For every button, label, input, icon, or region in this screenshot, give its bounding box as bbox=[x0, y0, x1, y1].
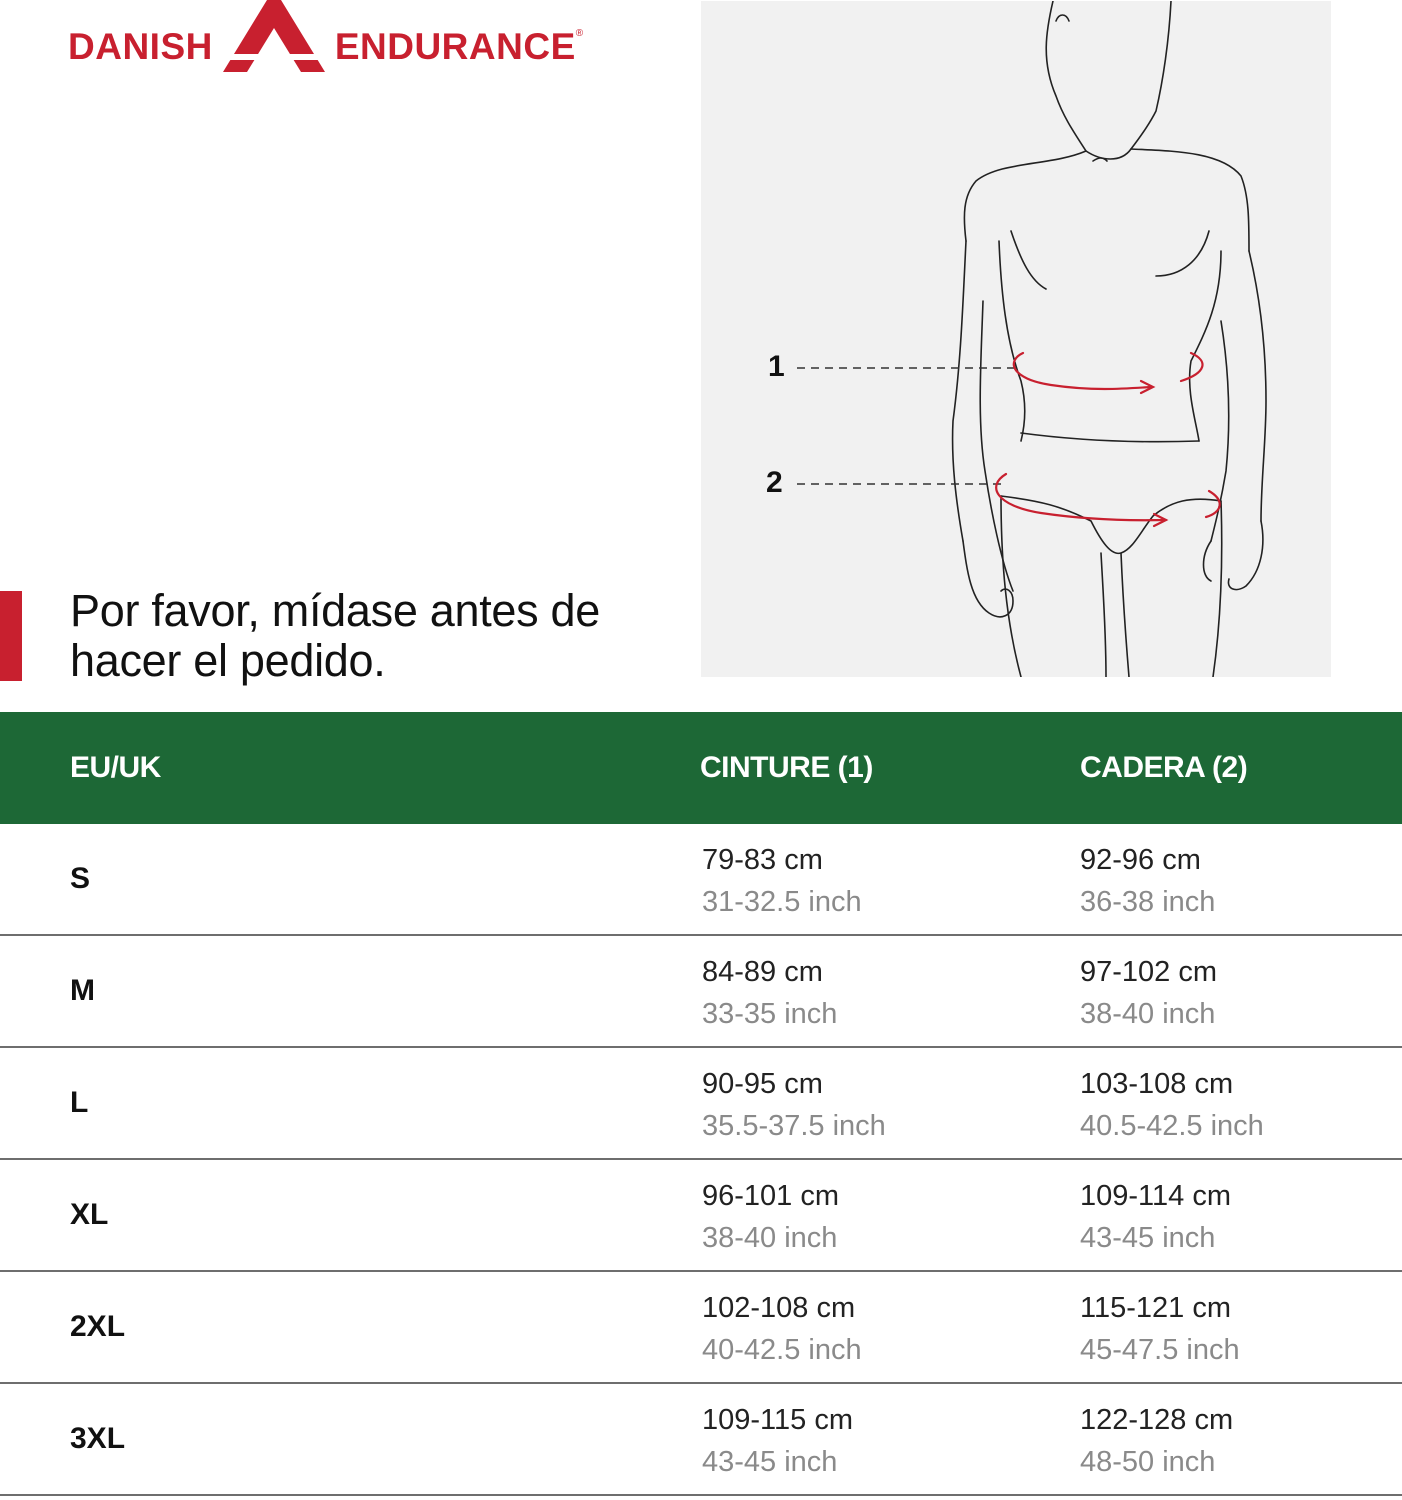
waist-inch: 43-45 inch bbox=[702, 1446, 838, 1478]
hip-cell bbox=[1080, 952, 1217, 1036]
accent-bar bbox=[0, 591, 22, 681]
waist-inch: 35.5-37.5 inch bbox=[702, 1110, 886, 1142]
hip-cell bbox=[1080, 1288, 1240, 1372]
table-row bbox=[0, 1048, 1402, 1160]
waist-cell bbox=[702, 1176, 839, 1260]
waist-cell bbox=[702, 1064, 886, 1148]
size-label: 2XL bbox=[70, 1310, 126, 1343]
table-row bbox=[0, 1160, 1402, 1272]
brand-word-right: ENDURANCE bbox=[334, 26, 576, 67]
hip-inch: 48-50 inch bbox=[1080, 1446, 1216, 1478]
size-label: XL bbox=[70, 1198, 109, 1231]
waist-cell bbox=[702, 1400, 853, 1484]
waist-cm: 79-83 cm bbox=[702, 844, 823, 876]
waist-cm: 109-115 cm bbox=[702, 1404, 853, 1436]
hip-cell bbox=[1080, 1064, 1264, 1148]
waist-inch: 33-35 inch bbox=[702, 998, 838, 1030]
hip-cm: 122-128 cm bbox=[1080, 1404, 1234, 1436]
brand-logo bbox=[68, 0, 583, 76]
hip-cm: 109-114 cm bbox=[1080, 1180, 1231, 1212]
waist-cm: 102-108 cm bbox=[702, 1292, 856, 1324]
hip-cell bbox=[1080, 1176, 1231, 1260]
hip-cell bbox=[1080, 1400, 1233, 1484]
brand-word-left: DANISH bbox=[68, 26, 213, 67]
waist-cm: 90-95 cm bbox=[702, 1068, 823, 1100]
table-row bbox=[0, 824, 1402, 936]
hip-inch: 36-38 inch bbox=[1080, 886, 1216, 918]
waist-cell bbox=[702, 952, 837, 1036]
hip-inch: 40.5-42.5 inch bbox=[1080, 1110, 1264, 1142]
page-title: Por favor, mídase antes de hacer el pedido. bbox=[70, 585, 601, 686]
body-outline-figure bbox=[701, 1, 1331, 677]
hip-inch: 45-47.5 inch bbox=[1080, 1334, 1240, 1366]
brand-mountain-icon bbox=[219, 0, 329, 74]
body-measurement-illustration bbox=[701, 1, 1331, 677]
hip-cm: 97-102 cm bbox=[1080, 956, 1218, 988]
waist-cell bbox=[702, 840, 862, 924]
waist-inch: 38-40 inch bbox=[702, 1222, 838, 1254]
hip-cell bbox=[1080, 840, 1215, 924]
hip-cm: 115-121 cm bbox=[1080, 1292, 1231, 1324]
registered-mark: ® bbox=[575, 28, 584, 39]
waist-cm: 84-89 cm bbox=[702, 956, 823, 988]
table-row bbox=[0, 936, 1402, 1048]
waist-cell bbox=[702, 1288, 862, 1372]
header-waist: CINTURE (1) bbox=[700, 751, 873, 784]
hip-inch: 43-45 inch bbox=[1080, 1222, 1216, 1254]
table-row bbox=[0, 1272, 1402, 1384]
size-table-header bbox=[0, 712, 1402, 824]
header-hip: CADERA (2) bbox=[1080, 751, 1248, 784]
hip-cm: 92-96 cm bbox=[1080, 844, 1201, 876]
marker-2: 2 bbox=[766, 466, 783, 499]
waist-cm: 96-101 cm bbox=[702, 1180, 840, 1212]
size-label: L bbox=[70, 1086, 89, 1119]
size-label: S bbox=[70, 862, 91, 895]
size-label: 3XL bbox=[70, 1422, 126, 1455]
waist-inch: 40-42.5 inch bbox=[702, 1334, 862, 1366]
hip-cm: 103-108 cm bbox=[1080, 1068, 1234, 1100]
marker-1: 1 bbox=[768, 350, 785, 383]
hip-inch: 38-40 inch bbox=[1080, 998, 1216, 1030]
size-label: M bbox=[70, 974, 95, 1007]
header-size: EU/UK bbox=[70, 751, 161, 784]
waist-inch: 31-32.5 inch bbox=[702, 886, 862, 918]
table-row bbox=[0, 1384, 1402, 1496]
